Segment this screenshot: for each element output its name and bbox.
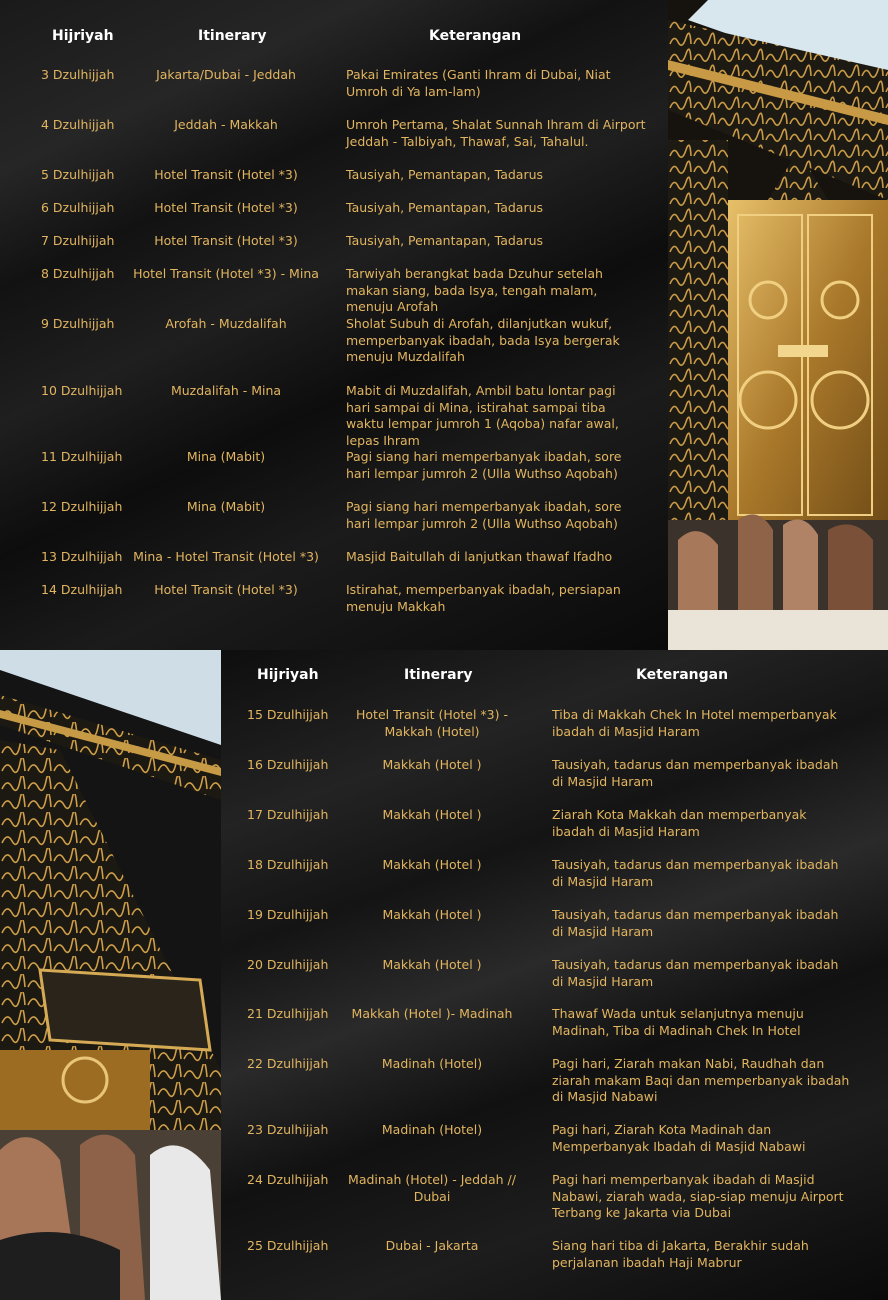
column-header-hijriyah: Hijriyah [52, 28, 114, 44]
row-itinerary: Arofah - Muzdalifah [165, 316, 287, 331]
row-date: 17 Dzulhijjah [247, 807, 329, 822]
row-itinerary: Hotel Transit (Hotel *3) - Mina [133, 266, 319, 281]
row-notes: Pagi hari memperbanyak ibadah di Masjid Nabawi, ziarah wada, siap-siap menuju Airport Terbang ke Jakarta via Dubai [552, 1172, 844, 1221]
row-date: 5 Dzulhijjah [41, 167, 115, 182]
row-itinerary: Hotel Transit (Hotel *3) [154, 200, 298, 215]
row-notes: Pagi siang hari memperbanyak ibadah, sore hari lempar jumroh 2 (Ulla Wuthso Aqobah) [346, 499, 622, 531]
row-date: 8 Dzulhijjah [41, 266, 115, 281]
row-itinerary: Muzdalifah - Mina [170, 383, 282, 398]
row-date: 13 Dzulhijjah [41, 549, 123, 564]
row-itinerary: Madinah (Hotel) [381, 1122, 483, 1137]
row-itinerary: Makkah (Hotel ) [382, 807, 482, 822]
row-date: 19 Dzulhijjah [247, 907, 329, 922]
row-date: 12 Dzulhijjah [41, 499, 123, 514]
row-itinerary: Hotel Transit (Hotel *3) [154, 233, 298, 248]
itinerary-panel-top [0, 0, 668, 650]
row-notes: Tarwiyah berangkat bada Dzuhur setelah makan siang, bada Isya, tengah malam, menuju Arofah [346, 266, 603, 315]
kaaba-corner-illustration [0, 650, 221, 1300]
row-date: 22 Dzulhijjah [247, 1056, 329, 1071]
row-itinerary: Mina - Hotel Transit (Hotel *3) [133, 549, 319, 564]
row-notes: Pakai Emirates (Ganti Ihram di Dubai, Niat Umroh di Ya lam-lam) [346, 67, 611, 99]
row-itinerary: Hotel Transit (Hotel *3) [154, 167, 298, 182]
row-date: 16 Dzulhijjah [247, 757, 329, 772]
column-header-keterangan: Keterangan [636, 667, 729, 683]
row-date: 23 Dzulhijjah [247, 1122, 329, 1137]
row-itinerary: Makkah (Hotel ) [382, 907, 482, 922]
row-date: 6 Dzulhijjah [41, 200, 115, 215]
column-header-itinerary: Itinerary [198, 28, 267, 44]
row-itinerary: Madinah (Hotel) [381, 1056, 483, 1071]
row-notes: Thawaf Wada untuk selanjutnya menuju Madinah, Tiba di Madinah Chek In Hotel [552, 1006, 804, 1038]
row-notes: Tausiyah, tadarus dan memperbanyak ibadah di Masjid Haram [552, 857, 839, 889]
column-header-keterangan: Keterangan [429, 28, 522, 44]
row-notes: Tausiyah, Pemantapan, Tadarus [346, 167, 544, 182]
row-itinerary: Mina (Mabit) [186, 499, 266, 514]
row-notes: Tiba di Makkah Chek In Hotel memperbanyak ibadah di Masjid Haram [552, 707, 837, 739]
row-itinerary: Dubai - Jakarta [385, 1238, 479, 1253]
row-notes: Tausiyah, tadarus dan memperbanyak ibadah di Masjid Haram [552, 957, 839, 989]
column-header-hijriyah: Hijriyah [257, 667, 319, 683]
row-notes: Tausiyah, tadarus dan memperbanyak ibadah di Masjid Haram [552, 757, 839, 789]
row-notes: Mabit di Muzdalifah, Ambil batu lontar pagi hari sampai di Mina, istirahat sampai tiba waktu lempar jumroh 1 (Aqoba) nafar awal, lepas Ihram [346, 383, 619, 448]
row-date: 11 Dzulhijjah [41, 449, 123, 464]
row-itinerary: Makkah (Hotel ) [382, 857, 482, 872]
itinerary-panel-bottom [221, 650, 888, 1300]
row-date: 18 Dzulhijjah [247, 857, 329, 872]
row-date: 9 Dzulhijjah [41, 316, 115, 331]
row-notes: Ziarah Kota Makkah dan memperbanyak ibadah di Masjid Haram [552, 807, 807, 839]
row-itinerary: Hotel Transit (Hotel *3) - Makkah (Hotel) [356, 707, 508, 739]
row-itinerary: Mina (Mabit) [186, 449, 266, 464]
row-notes: Masjid Baitullah di lanjutkan thawaf Ifadho [346, 549, 613, 564]
row-itinerary: Madinah (Hotel) - Jeddah // Dubai [348, 1172, 516, 1204]
row-date: 24 Dzulhijjah [247, 1172, 329, 1187]
row-date: 21 Dzulhijjah [247, 1006, 329, 1021]
row-date: 3 Dzulhijjah [41, 67, 115, 82]
kaaba-corner-photo [0, 650, 221, 1300]
row-notes: Tausiyah, Pemantapan, Tadarus [346, 200, 544, 215]
row-date: 7 Dzulhijjah [41, 233, 115, 248]
row-notes: Istirahat, memperbanyak ibadah, persiapan menuju Makkah [346, 582, 621, 614]
row-notes: Sholat Subuh di Arofah, dilanjutkan wukuf, memperbanyak ibadah, bada Isya bergerak menuju Muzdalifah [346, 316, 620, 365]
kaaba-door-illustration [668, 0, 888, 650]
row-notes: Tausiyah, Pemantapan, Tadarus [346, 233, 544, 248]
row-date: 10 Dzulhijjah [41, 383, 123, 398]
row-date: 20 Dzulhijjah [247, 957, 329, 972]
row-itinerary: Jakarta/Dubai - Jeddah [156, 67, 296, 82]
row-date: 25 Dzulhijjah [247, 1238, 329, 1253]
row-itinerary: Makkah (Hotel ) [382, 957, 482, 972]
column-header-itinerary: Itinerary [404, 667, 473, 683]
row-itinerary: Jeddah - Makkah [174, 117, 278, 132]
row-itinerary: Makkah (Hotel )- Madinah [351, 1006, 513, 1021]
row-notes: Pagi hari, Ziarah Kota Madinah dan Memperbanyak Ibadah di Masjid Nabawi [552, 1122, 806, 1154]
row-notes: Umroh Pertama, Shalat Sunnah Ihram di Airport Jeddah - Talbiyah, Thawaf, Sai, Tahalul. [346, 117, 646, 149]
row-notes: Pagi siang hari memperbanyak ibadah, sore hari lempar jumroh 2 (Ulla Wuthso Aqobah) [346, 449, 622, 481]
row-date: 4 Dzulhijjah [41, 117, 115, 132]
row-notes: Pagi hari, Ziarah makan Nabi, Raudhah dan ziarah makam Baqi dan memperbanyak ibadah di Masjid Nabawi [552, 1056, 850, 1105]
row-notes: Siang hari tiba di Jakarta, Berakhir sudah perjalanan ibadah Haji Mabrur [552, 1238, 809, 1270]
kaaba-door-photo [668, 0, 888, 650]
row-date: 14 Dzulhijjah [41, 582, 123, 597]
row-date: 15 Dzulhijjah [247, 707, 329, 722]
row-notes: Tausiyah, tadarus dan memperbanyak ibadah di Masjid Haram [552, 907, 839, 939]
row-itinerary: Makkah (Hotel ) [382, 757, 482, 772]
row-itinerary: Hotel Transit (Hotel *3) [154, 582, 298, 597]
